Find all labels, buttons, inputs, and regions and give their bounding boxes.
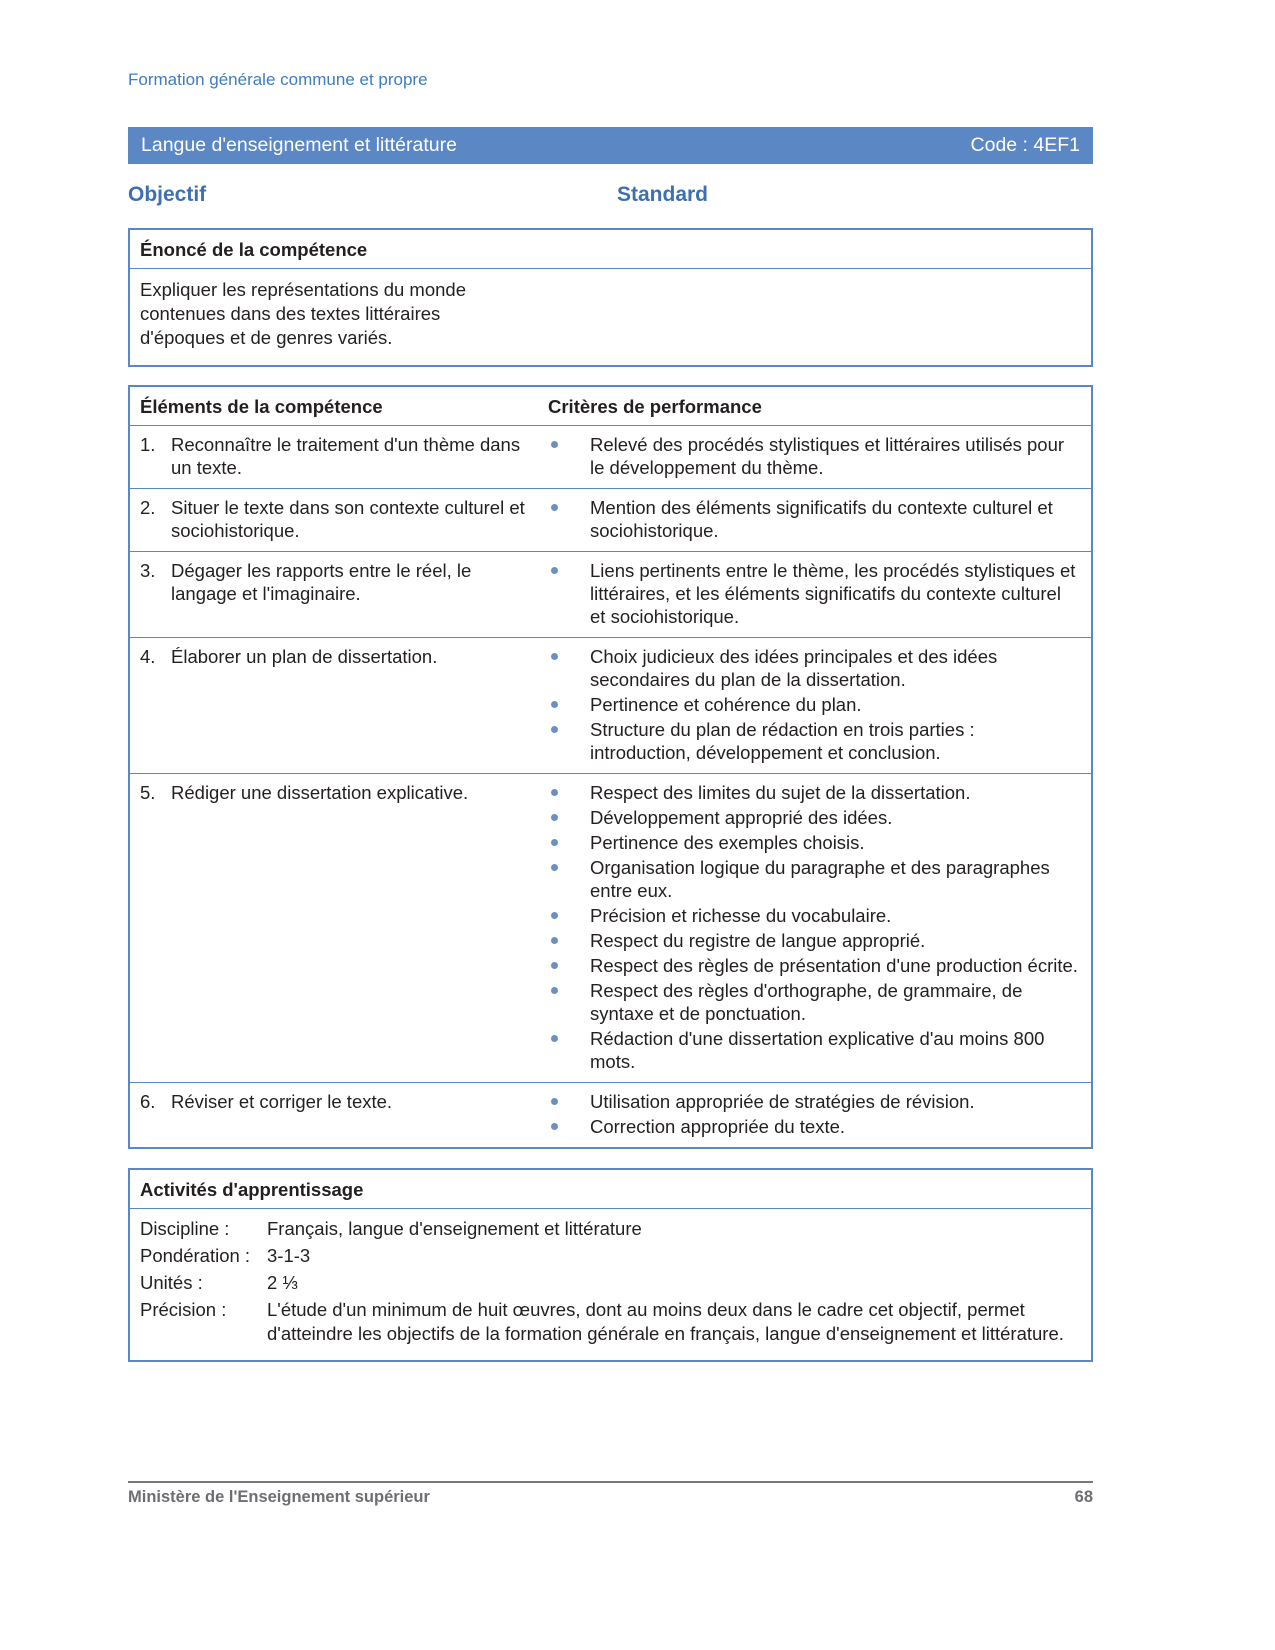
bullet-icon [551, 1098, 558, 1105]
activites-row-precision [140, 1298, 1081, 1346]
criterion-text: Respect du registre de langue approprié. [590, 930, 926, 951]
criterion-item [548, 718, 1079, 764]
criterion-item [548, 693, 1079, 716]
element-text: Reconnaître le traitement d'un thème dans un texte. [171, 434, 521, 478]
criteria-cell [540, 489, 1091, 551]
element-text: Élaborer un plan de dissertation. [171, 646, 438, 667]
criterion-text: Mention des éléments significatifs du contexte culturel et sociohistorique. [590, 497, 1053, 541]
criterion-text: Choix judicieux des idées principales et des idées secondaires du plan de la dissertation. [590, 646, 998, 690]
row-value: L'étude d'un minimum de huit œuvres, dont au moins deux dans le cadre cet objectif, permet d'atteindre les objectifs de la formation générale en français, langue d'enseignement et littérature. [267, 1299, 1064, 1344]
criterion-item [548, 781, 1079, 804]
competence-table [128, 385, 1093, 1149]
competence-table-header-row [130, 387, 1091, 426]
bullet-icon [551, 814, 558, 821]
criterion-item [548, 806, 1079, 829]
row-value: 3-1-3 [267, 1245, 311, 1266]
element-text: Rédiger une dissertation explicative. [171, 782, 469, 803]
competence-row-6 [130, 1083, 1091, 1147]
competence-row-4 [130, 638, 1091, 774]
page-footer [128, 1481, 1093, 1507]
bullet-icon [551, 864, 558, 871]
element-text: Dégager les rapports entre le réel, le langage et l'imaginaire. [171, 560, 472, 604]
criterion-text: Correction appropriée du texte. [590, 1116, 846, 1137]
footer-ministry-label: Ministère de l'Enseignement supérieur [128, 1488, 430, 1506]
bullet-icon [551, 789, 558, 796]
criterion-text: Pertinence et cohérence du plan. [590, 694, 862, 715]
course-code: Code : 4EF1 [970, 134, 1080, 156]
criterion-text: Pertinence des exemples choisis. [590, 832, 865, 853]
element-text: Situer le texte dans son contexte culturel et sociohistorique. [171, 497, 525, 541]
bullet-icon [551, 504, 558, 511]
bullet-icon [551, 962, 558, 969]
document-category-label: Formation générale commune et propre [128, 70, 428, 89]
criterion-item [548, 831, 1079, 854]
row-value: 2 ⅓ [267, 1272, 298, 1293]
criterion-text: Rédaction d'une dissertation explicative d'au moins 800 mots. [590, 1028, 1045, 1072]
criterion-text: Relevé des procédés stylistiques et littéraires utilisés pour le développement du thème. [590, 434, 1065, 478]
element-number: 6. [140, 1091, 156, 1112]
column-headings [128, 183, 1093, 213]
criterion-item [548, 559, 1079, 628]
criteria-cell [540, 426, 1091, 488]
criteria-cell [540, 552, 1091, 637]
element-cell [130, 638, 540, 773]
activites-apprentissage-box [128, 1168, 1093, 1362]
bullet-icon [551, 912, 558, 919]
element-number: 4. [140, 646, 156, 667]
element-cell [130, 489, 540, 551]
criterion-text: Développement approprié des idées. [590, 807, 893, 828]
competence-row-2 [130, 489, 1091, 552]
criterion-item [548, 496, 1079, 542]
criterion-item [548, 979, 1079, 1025]
criterion-text: Liens pertinents entre le thème, les procédés stylistiques et littéraires, et les éléments significatifs du contexte culturel et sociohistorique. [590, 560, 1076, 627]
criterion-item [548, 1090, 1079, 1113]
element-cell [130, 426, 540, 488]
criterion-item [548, 954, 1079, 977]
row-label: Pondération : [140, 1245, 251, 1266]
competence-row-3 [130, 552, 1091, 638]
element-cell [130, 552, 540, 637]
element-number: 5. [140, 782, 156, 803]
enonce-heading: Énoncé de la compétence [130, 230, 1091, 269]
bullet-icon [551, 1123, 558, 1130]
bullet-icon [551, 441, 558, 448]
enonce-competence-box [128, 228, 1093, 367]
criteria-cell [540, 774, 1091, 1082]
bullet-icon [551, 567, 558, 574]
footer-page-number: 68 [1074, 1488, 1093, 1506]
criterion-text: Respect des règles d'orthographe, de grammaire, de syntaxe et de ponctuation. [590, 980, 1023, 1024]
bullet-icon [551, 987, 558, 994]
criterion-text: Organisation logique du paragraphe et des paragraphes entre eux. [590, 857, 1050, 901]
enonce-text: Expliquer les représentations du monde contenues dans des textes littéraires d'époques et de genres variés. [140, 279, 466, 348]
bullet-icon [551, 1035, 558, 1042]
title-bar [128, 127, 1093, 164]
element-number: 2. [140, 497, 156, 518]
criterion-text: Utilisation appropriée de stratégies de révision. [590, 1091, 975, 1112]
elements-competence-heading: Éléments de la compétence [140, 396, 383, 417]
bullet-icon [551, 653, 558, 660]
criterion-text: Précision et richesse du vocabulaire. [590, 905, 892, 926]
element-cell [130, 1083, 540, 1147]
element-cell [130, 774, 540, 1082]
bullet-icon [551, 839, 558, 846]
element-text: Réviser et corriger le texte. [171, 1091, 393, 1112]
criterion-item [548, 1115, 1079, 1138]
criterion-item [548, 645, 1079, 691]
activites-row-discipline [140, 1217, 1081, 1241]
criterion-text: Structure du plan de rédaction en trois parties : introduction, développement et conclusion. [590, 719, 975, 763]
criterion-item [548, 904, 1079, 927]
row-label: Précision : [140, 1299, 227, 1320]
element-number: 1. [140, 434, 156, 455]
page-content [128, 0, 1093, 1506]
row-value: Français, langue d'enseignement et littérature [267, 1218, 642, 1239]
activites-heading: Activités d'apprentissage [130, 1170, 1091, 1209]
criterion-text: Respect des règles de présentation d'une production écrite. [590, 955, 1078, 976]
competence-row-5 [130, 774, 1091, 1083]
standard-heading: Standard [617, 183, 709, 206]
activites-row-ponderation [140, 1244, 1081, 1268]
row-label: Discipline : [140, 1218, 230, 1239]
criterion-item [548, 856, 1079, 902]
criteres-performance-heading: Critères de performance [548, 396, 762, 417]
objectif-heading: Objectif [128, 183, 207, 206]
activites-row-unites [140, 1271, 1081, 1295]
criterion-text: Respect des limites du sujet de la dissertation. [590, 782, 971, 803]
bullet-icon [551, 701, 558, 708]
competence-row-1 [130, 426, 1091, 489]
course-title: Langue d'enseignement et littérature [141, 134, 457, 156]
bullet-icon [551, 937, 558, 944]
row-label: Unités : [140, 1272, 203, 1293]
criterion-item [548, 1027, 1079, 1073]
criterion-item [548, 433, 1079, 479]
bullet-icon [551, 726, 558, 733]
activites-body [130, 1209, 1091, 1360]
criterion-item [548, 929, 1079, 952]
element-number: 3. [140, 560, 156, 581]
criteria-cell [540, 1083, 1091, 1147]
criteria-cell [540, 638, 1091, 773]
